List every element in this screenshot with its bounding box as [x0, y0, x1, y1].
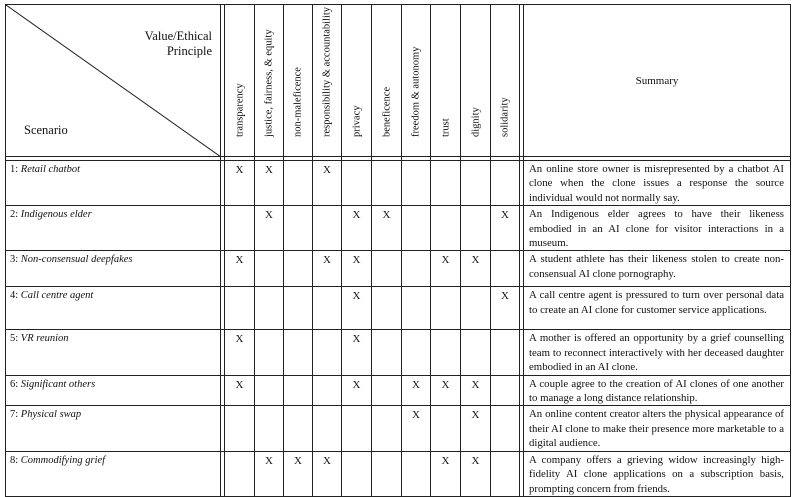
scenario-name: Call centre agent	[20, 290, 94, 302]
header-row	[6, 5, 791, 157]
principle-mark	[342, 406, 372, 451]
principle-mark	[255, 375, 284, 406]
principle-mark	[284, 161, 313, 206]
scenario-name: Retail chatbot	[20, 164, 80, 175]
scenario-number: 3:	[10, 254, 19, 266]
scenario-number: 4:	[10, 290, 19, 302]
principle-mark: X	[313, 161, 342, 206]
principle-mark: X	[342, 287, 372, 330]
principle-mark	[313, 330, 342, 375]
principle-mark	[372, 251, 402, 287]
principle-mark	[313, 287, 342, 330]
principle-mark	[284, 287, 313, 330]
scenario-name: Commodifying grief	[20, 454, 106, 466]
principle-mark	[372, 451, 402, 496]
principle-header: trust	[431, 5, 461, 157]
summary-cell: A student athlete has their likeness stolen to create non-consensual AI clone pornography.	[524, 251, 791, 287]
summary-header: Summary	[524, 5, 791, 157]
corner-header	[6, 5, 221, 157]
summary-cell: An online store owner is misrepresented by a chatbot AI clone when the clone issues a response the source individual would not normally say.	[524, 161, 791, 206]
scenario-number: 1:	[10, 164, 19, 175]
scenario-name: Physical swap	[20, 409, 82, 421]
principle-mark	[284, 375, 313, 406]
principle-mark: X	[225, 161, 255, 206]
scenario-cell	[6, 206, 221, 251]
principle-mark	[402, 161, 431, 206]
principle-mark: X	[342, 375, 372, 406]
principle-mark: X	[431, 451, 461, 496]
principle-mark	[284, 330, 313, 375]
scenario-cell	[6, 251, 221, 287]
summary-cell: A mother is offered an opportunity by a grief counselling team to reconnect interactively with her deceased daughter embodied in an AI clone.	[524, 330, 791, 375]
principle-mark	[431, 330, 461, 375]
table-row	[6, 287, 791, 330]
principle-mark	[372, 161, 402, 206]
principle-mark	[255, 251, 284, 287]
scenario-cell	[6, 375, 221, 406]
principle-mark	[284, 406, 313, 451]
principle-mark	[461, 161, 491, 206]
principle-header: beneficence	[372, 5, 402, 157]
principle-mark: X	[225, 375, 255, 406]
table-row	[6, 406, 791, 451]
summary-cell: A couple agree to the creation of AI clones of one another to manage a long distance relationship.	[524, 375, 791, 406]
principle-header: freedom & autonomy	[402, 5, 431, 157]
principle-mark	[284, 251, 313, 287]
principle-mark: X	[342, 251, 372, 287]
principle-mark: X	[402, 406, 431, 451]
scenario-number: 2:	[10, 209, 19, 221]
principle-mark: X	[402, 375, 431, 406]
principle-mark	[431, 406, 461, 451]
scenario-name: Significant others	[20, 378, 96, 390]
principle-mark: X	[461, 451, 491, 496]
scenario-name: Indigenous elder	[20, 209, 92, 221]
principle-header: dignity	[461, 5, 491, 157]
principle-mark	[225, 451, 255, 496]
principle-mark	[402, 330, 431, 375]
principle-mark	[313, 206, 342, 251]
principle-header: justice, fairness, & equity	[255, 5, 284, 157]
principle-mark: X	[491, 206, 520, 251]
principle-mark	[491, 330, 520, 375]
principle-mark	[461, 206, 491, 251]
principle-mark	[313, 406, 342, 451]
principle-mark: X	[255, 161, 284, 206]
principle-mark	[491, 251, 520, 287]
principle-mark	[491, 406, 520, 451]
ethics-table	[5, 4, 791, 497]
table-row	[6, 330, 791, 375]
principle-mark: X	[342, 206, 372, 251]
scenario-number: 7:	[10, 409, 19, 421]
principle-mark	[225, 287, 255, 330]
scenario-name: VR reunion	[20, 333, 69, 345]
principle-mark	[255, 330, 284, 375]
principle-mark	[372, 375, 402, 406]
corner-top-label: Value/Ethical Principle	[144, 29, 212, 58]
principle-mark: X	[255, 451, 284, 496]
principle-mark: X	[225, 251, 255, 287]
scenario-cell	[6, 161, 221, 206]
principle-mark	[402, 206, 431, 251]
principle-mark	[284, 206, 313, 251]
scenario-number: 8:	[10, 454, 19, 466]
table-row	[6, 451, 791, 496]
table-row	[6, 251, 791, 287]
principle-mark	[431, 161, 461, 206]
principle-header: solidarity	[491, 5, 520, 157]
principle-mark: X	[461, 406, 491, 451]
principle-mark	[372, 287, 402, 330]
summary-cell: An online content creator alters the physical appearance of their AI clone to make their presence more marketable to a digital audience.	[524, 406, 791, 451]
principle-mark	[461, 287, 491, 330]
table-body	[6, 161, 791, 497]
corner-bottom-label: Scenario	[24, 123, 68, 137]
summary-cell: An Indigenous elder agrees to have their likeness embodied in an AI clone for visitor interactions in a museum.	[524, 206, 791, 251]
scenario-number: 5:	[10, 333, 19, 345]
principle-mark: X	[284, 451, 313, 496]
principle-mark	[431, 206, 461, 251]
principle-mark	[402, 287, 431, 330]
principle-mark: X	[313, 251, 342, 287]
principle-mark: X	[431, 375, 461, 406]
principle-mark	[372, 406, 402, 451]
principle-mark: X	[342, 330, 372, 375]
principle-mark	[402, 451, 431, 496]
principle-mark: X	[491, 287, 520, 330]
scenario-cell	[6, 406, 221, 451]
principle-mark	[491, 375, 520, 406]
principle-mark: X	[225, 330, 255, 375]
principle-mark	[225, 406, 255, 451]
principle-mark: X	[255, 206, 284, 251]
table-row	[6, 375, 791, 406]
principle-mark	[342, 161, 372, 206]
principle-mark	[313, 375, 342, 406]
principle-mark	[491, 451, 520, 496]
principle-mark: X	[431, 251, 461, 287]
principle-mark	[431, 287, 461, 330]
summary-cell: A call centre agent is pressured to turn over personal data to create an AI clone for customer service applications.	[524, 287, 791, 330]
scenario-cell	[6, 451, 221, 496]
principle-mark: X	[313, 451, 342, 496]
table-row	[6, 161, 791, 206]
principle-mark	[342, 451, 372, 496]
summary-cell: A company offers a grieving widow increasingly high-fidelity AI clone applications on a subscription basis, prompting concern from friends.	[524, 451, 791, 496]
principle-header: non-maleficence	[284, 5, 313, 157]
principle-mark	[461, 330, 491, 375]
scenario-name: Non-consensual deepfakes	[20, 254, 133, 266]
scenario-cell	[6, 330, 221, 375]
principle-mark	[225, 206, 255, 251]
table-row	[6, 206, 791, 251]
principle-header: transparency	[225, 5, 255, 157]
scenario-number: 6:	[10, 378, 19, 390]
principle-mark	[255, 287, 284, 330]
scenario-cell	[6, 287, 221, 330]
principle-mark: X	[461, 251, 491, 287]
principle-mark	[255, 406, 284, 451]
principle-mark	[402, 251, 431, 287]
principle-header: privacy	[342, 5, 372, 157]
principle-mark: X	[372, 206, 402, 251]
principle-mark	[491, 161, 520, 206]
principle-mark	[372, 330, 402, 375]
principle-header: responsibility & accountability	[313, 5, 342, 157]
principle-mark: X	[461, 375, 491, 406]
